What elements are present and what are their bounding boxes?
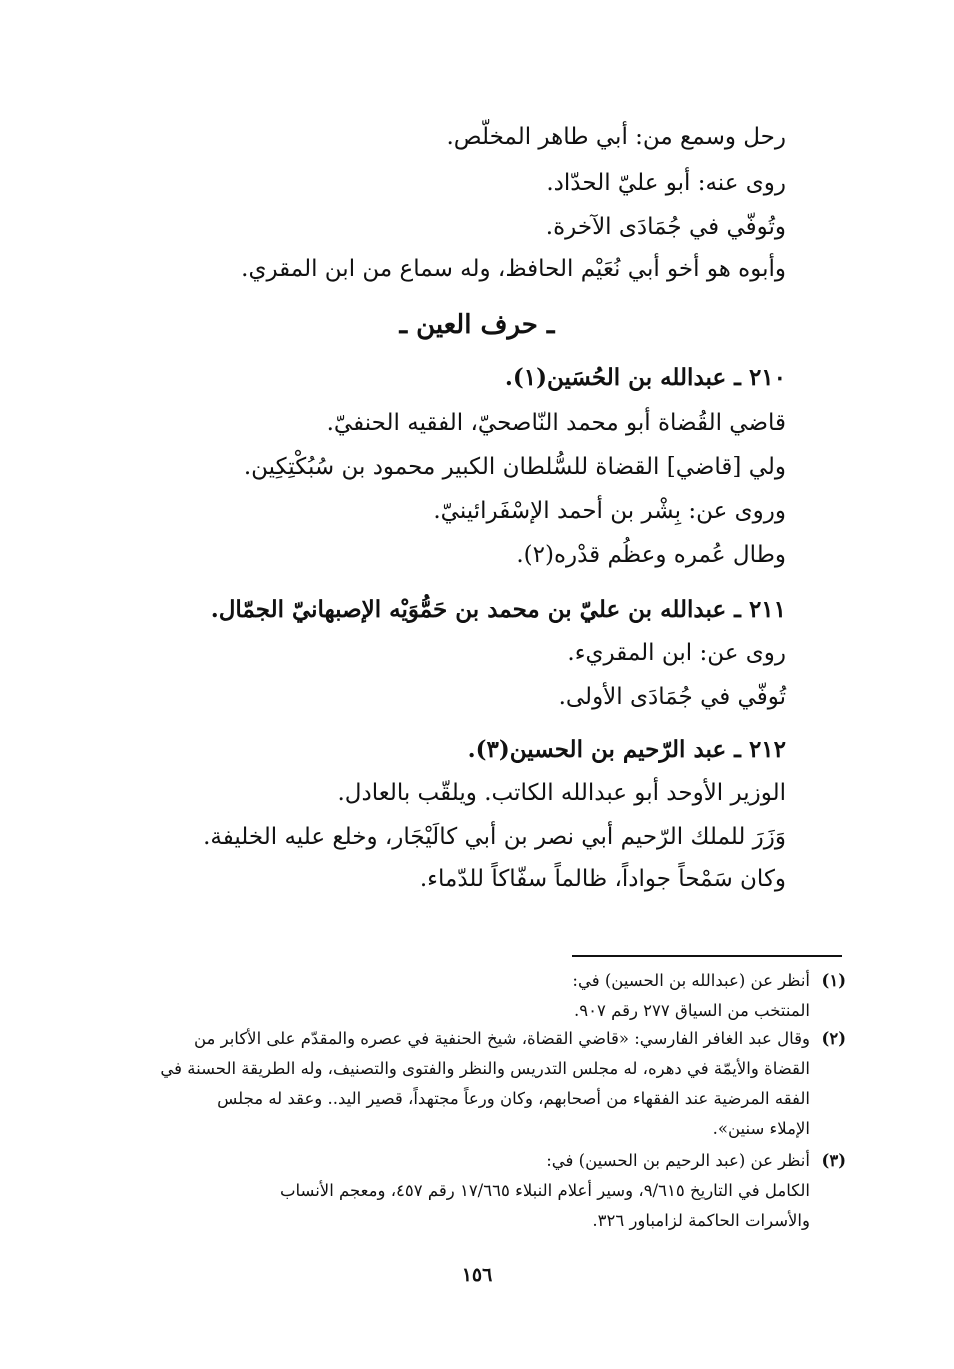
- entry-212-line: وكان سَمْحاً جواداً، ظالماً سفّاكاً للدّماء.: [419, 866, 786, 892]
- body-line: وتُوفّي في جُمَادَى الآخرة.: [545, 214, 786, 240]
- body-line: روى عنه: أبو عليّ الحدّاد.: [546, 170, 786, 196]
- section-heading: ـ حرف العين ـ: [399, 310, 555, 340]
- body-line: وأبوه هو أخو أبي نُعَيْم الحافظ، وله سماع من ابن المقري.: [241, 256, 786, 282]
- footnote-number: (٣): [821, 1151, 846, 1170]
- footnote-line: الكامل في التاريخ ٩/٦١٥، وسير أعلام النبلاء ١٧/٦٦٥ رقم ٤٥٧، ومعجم الأنساب: [279, 1181, 810, 1200]
- footnote-separator: [572, 955, 842, 957]
- footnote-line: الفقه المرضية عند الفقهاء من أصحابهم، وكان ورعاً مجتهداً، قصير اليد.. وعقد له مجلس: [217, 1089, 810, 1108]
- footnote-3: [126, 1146, 846, 1236]
- entry-212-line: الوزير الأوحد أبو عبدالله الكاتب. ويلقّب بالعادل.: [337, 780, 786, 806]
- footnote-line: الإملاء سنين».: [712, 1119, 810, 1138]
- entry-heading-210: ٢١٠ ـ عبدالله بن الحُسَين(١).: [504, 364, 786, 391]
- entry-heading-212: ٢١٢ ـ عبد الرّحيم بن الحسين(٣).: [467, 736, 786, 763]
- entry-heading-211: ٢١١ ـ عبدالله بن عليّ بن محمد بن حَمُّوَيْه الإصبهانيّ الجمّال.: [210, 596, 786, 623]
- footnote-1: [126, 966, 846, 1026]
- entry-210-line: وطال عُمره وعظُم قدْره(٢).: [516, 542, 786, 568]
- footnote-line: والأسرات الحاكمة لزامباور ٣٢٦.: [592, 1211, 810, 1230]
- entry-211-line: تُوفّي في جُمَادَى الأولى.: [558, 684, 786, 710]
- footnote-line: المنتخب من السياق ٢٧٧ رقم ٩٠٧.: [574, 1001, 810, 1020]
- footnote-line: وقال عبد الغافر الفارسي: «قاضي القضاة، شيخ الحنفية في عصره والمقدّم على الأكابر من: [193, 1029, 810, 1048]
- page-number: ١٥٦: [461, 1264, 493, 1286]
- entry-210-line: وروى عن: بِشْر بن أحمد الإسْفَرائينيّ.: [433, 498, 786, 524]
- footnote-number: (١): [821, 971, 846, 990]
- entry-210-line: ولي [قاضي] القضاة للسُّلطان الكبير محمود بن سُبُكْتِكِين.: [243, 454, 786, 480]
- footnote-number: (٢): [821, 1029, 846, 1048]
- entry-212-line: وَزَرَ للملك الرّحيم أبي نصر بن أبي كالَيْجَار، وخلع عليه الخليفة.: [203, 824, 786, 850]
- footnote-line: أنظر عن (عبدالله بن الحسين) في:: [572, 971, 810, 990]
- entry-210-line: قاضي القُضاة أبو محمد النّاصحيّ، الفقيه الحنفيّ.: [326, 410, 786, 436]
- footnote-line: القضاة والأيمّة في دهره، له مجلس التدريس والنظر والفتوى والتصنيف، وله الطريقة الحسنة في: [160, 1059, 810, 1078]
- footnote-line: أنظر عن (عبد الرحيم بن الحسين) في:: [546, 1151, 810, 1170]
- entry-211-line: روى عن: ابن المقريء.: [567, 640, 786, 666]
- body-line: رحل وسمع من: أبي طاهر المخلّص.: [446, 124, 786, 150]
- footnote-2: [126, 1024, 846, 1144]
